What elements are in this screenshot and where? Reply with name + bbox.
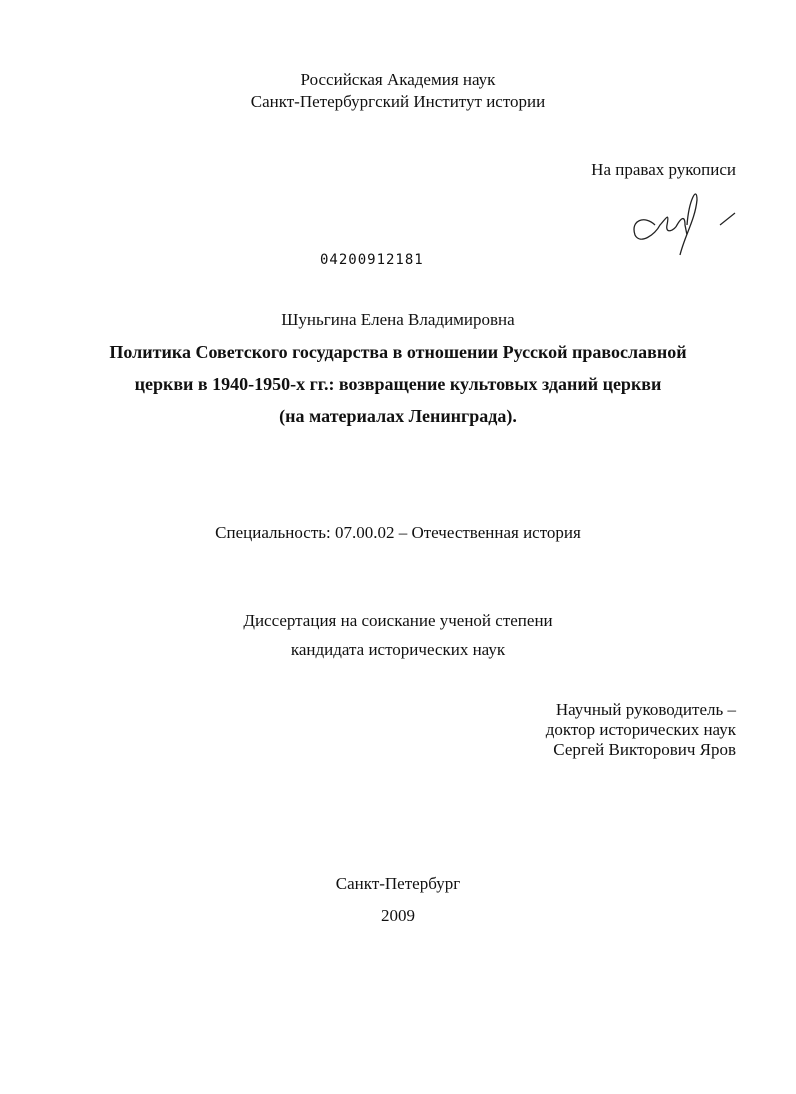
- title-line-3: (на материалах Ленинграда).: [279, 406, 517, 426]
- supervisor-degree: доктор исторических наук: [545, 720, 736, 739]
- supervisor-role: Научный руководитель –: [555, 700, 736, 719]
- supervisor: [546, 700, 736, 760]
- title-line-2: церкви в 1940-1950-х гг.: возвращение культовых зданий церкви: [134, 374, 662, 394]
- supervisor-name: Сергей Викторович Яров: [553, 740, 736, 759]
- degree-line-1: Диссертация на соискание ученой степени: [243, 611, 553, 630]
- degree-line-2: кандидата исторических наук: [290, 640, 506, 659]
- title-line-1: Политика Советского государства в отношении Русской православной: [109, 342, 687, 362]
- year: 2009: [381, 906, 415, 925]
- specialty: Специальность: 07.00.02 – Отечественная история: [215, 523, 581, 542]
- author-name: Шуньгина Елена Владимировна: [281, 310, 515, 329]
- city: Санкт-Петербург: [335, 874, 461, 893]
- manuscript-note: На правах рукописи: [591, 160, 736, 179]
- org-name: Российская Академия наук: [300, 70, 496, 89]
- signature: [615, 180, 745, 260]
- catalog-number: 04200912181: [320, 252, 424, 268]
- institute-name: Санкт-Петербургский Институт истории: [250, 92, 546, 111]
